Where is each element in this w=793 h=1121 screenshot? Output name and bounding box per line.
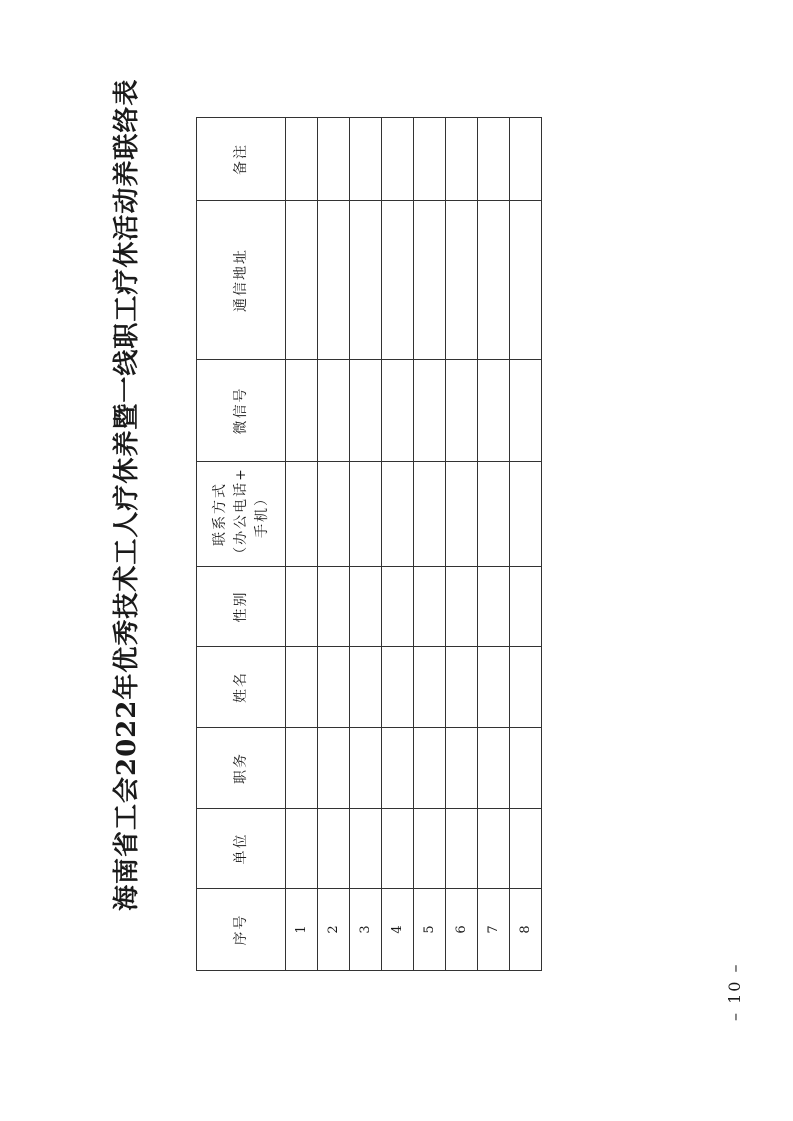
table-cell [318, 809, 350, 889]
table-cell [414, 360, 446, 462]
page-number: – 10 – [725, 962, 744, 1021]
header-contact [197, 462, 286, 567]
table-cell [286, 647, 318, 728]
header-wechat: 微信号 [197, 360, 286, 462]
table-cell [510, 118, 542, 201]
table-cell [446, 462, 478, 567]
row-number: 2 [318, 889, 350, 971]
table-row [510, 118, 542, 971]
table-cell [350, 201, 382, 360]
header-name: 姓名 [197, 647, 286, 728]
header-unit: 单位 [197, 809, 286, 889]
table-cell [382, 809, 414, 889]
table-cell [350, 809, 382, 889]
header-gender: 性别 [197, 567, 286, 647]
table-cell [510, 728, 542, 809]
table-cell [414, 567, 446, 647]
table-cell [382, 647, 414, 728]
table-row [318, 118, 350, 971]
table-cell [286, 728, 318, 809]
header-contact-line: 手机） [253, 490, 270, 538]
table-cell [382, 728, 414, 809]
table-cell [414, 647, 446, 728]
table-row [350, 118, 382, 971]
table-row [286, 118, 318, 971]
table-row [382, 118, 414, 971]
table-cell [478, 728, 510, 809]
table-cell [350, 728, 382, 809]
table-cell [510, 647, 542, 728]
table-cell [318, 647, 350, 728]
table-cell [318, 360, 350, 462]
row-number: 3 [350, 889, 382, 971]
table-cell [318, 201, 350, 360]
table-cell [350, 647, 382, 728]
table-row [478, 118, 510, 971]
table-cell [414, 728, 446, 809]
table-row [446, 118, 478, 971]
table-cell [414, 462, 446, 567]
row-number: 6 [446, 889, 478, 971]
header-position: 职务 [197, 728, 286, 809]
table-cell [350, 462, 382, 567]
table-cell [478, 462, 510, 567]
table-cell [446, 809, 478, 889]
table-cell [382, 360, 414, 462]
table-cell [382, 462, 414, 567]
table-cell [414, 118, 446, 201]
table-cell [350, 360, 382, 462]
table-cell [446, 118, 478, 201]
table-cell [478, 809, 510, 889]
table-cell [350, 567, 382, 647]
table-cell [478, 567, 510, 647]
table-cell [318, 462, 350, 567]
table-cell [414, 201, 446, 360]
table-cell [478, 360, 510, 462]
table-cell [510, 809, 542, 889]
table-cell [286, 567, 318, 647]
header-address: 通信地址 [197, 201, 286, 360]
table-cell [382, 567, 414, 647]
table-cell [478, 118, 510, 201]
table-cell [510, 567, 542, 647]
table-cell [318, 728, 350, 809]
header-contact-line: （办公电话+ [232, 467, 249, 561]
table-cell [286, 809, 318, 889]
table-cell [414, 809, 446, 889]
table-cell [510, 360, 542, 462]
table-cell [446, 728, 478, 809]
table-cell [478, 647, 510, 728]
table-cell [510, 462, 542, 567]
table-cell [510, 201, 542, 360]
header-remarks: 备注 [197, 118, 286, 201]
table-cell [446, 647, 478, 728]
header-row [197, 118, 286, 971]
row-number: 5 [414, 889, 446, 971]
header-contact-line: 联系方式 [211, 482, 228, 546]
row-number: 4 [382, 889, 414, 971]
row-number: 1 [286, 889, 318, 971]
table-cell [286, 462, 318, 567]
table-cell [318, 118, 350, 201]
table-cell [286, 360, 318, 462]
contact-table [196, 117, 542, 971]
table-cell [382, 201, 414, 360]
table-cell [446, 201, 478, 360]
table-cell [350, 118, 382, 201]
header-seq: 序号 [197, 889, 286, 971]
table-cell [446, 360, 478, 462]
table-row [414, 118, 446, 971]
document-title: 海南省工会2022年优秀技术工人疗休养暨一线职工疗休活动养联络表 [112, 78, 142, 911]
row-number: 7 [478, 889, 510, 971]
table-cell [286, 118, 318, 201]
table-cell [478, 201, 510, 360]
table-cell [286, 201, 318, 360]
table-cell [446, 567, 478, 647]
table-cell [318, 567, 350, 647]
table-cell [382, 118, 414, 201]
row-number: 8 [510, 889, 542, 971]
